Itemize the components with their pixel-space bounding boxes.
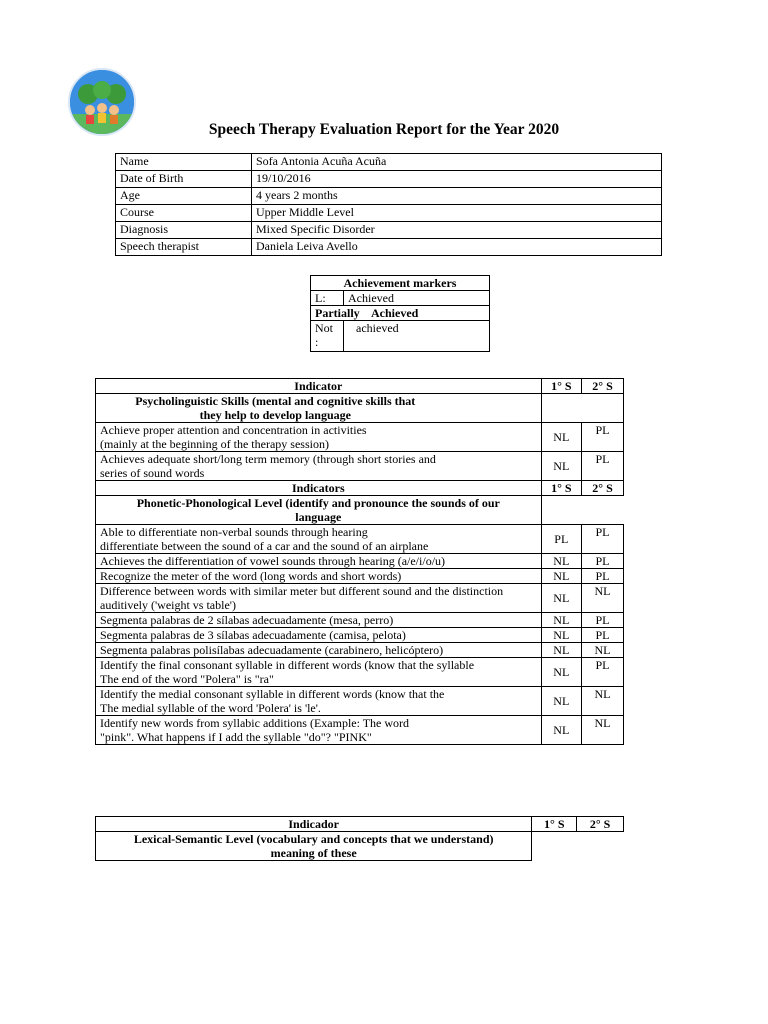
info-row <box>116 222 662 239</box>
indicator-text: Segmenta palabras de 2 sílabas adecuadamente (mesa, perro) <box>96 613 542 628</box>
indicator-row <box>96 628 624 643</box>
info-key: Diagnosis <box>116 222 252 239</box>
indicator-table <box>95 378 624 745</box>
indicator-text: Segmenta palabras polisílabas adecuadamente (carabinero, helicóptero) <box>96 643 542 658</box>
indicator-row <box>96 613 624 628</box>
indicator-text: Achieve proper attention and concentration in activities (mainly at the beginning of the therapy session) <box>96 423 542 452</box>
score-s1: NL <box>541 613 581 628</box>
header-indicator: Indicator <box>96 379 542 394</box>
marker-value-not-achieved: achieved <box>344 321 490 352</box>
section-blank <box>541 394 623 423</box>
info-row <box>116 171 662 188</box>
section-blank <box>541 496 623 525</box>
indicator-row <box>96 643 624 658</box>
score-s1: NL <box>541 569 581 584</box>
score-s1: NL <box>541 554 581 569</box>
header-indicador: Indicador <box>96 817 532 832</box>
indicator-row <box>96 423 624 452</box>
score-s2: PL <box>582 613 624 628</box>
indicator-text: Segmenta palabras de 3 sílabas adecuadamente (camisa, pelota) <box>96 628 542 643</box>
marker-key-l: L: <box>311 291 344 306</box>
section-lexical-semantic: Lexical-Semantic Level (vocabulary and concepts that we understand) meaning of these <box>96 832 532 861</box>
info-key: Date of Birth <box>116 171 252 188</box>
header-s2: 2° S <box>582 379 624 394</box>
score-s2: PL <box>582 554 624 569</box>
indicator-text: Achieves adequate short/long term memory (through short stories and series of sound words <box>96 452 542 481</box>
score-s2: NL <box>582 716 624 745</box>
section-psycholinguistic: Psycholinguistic Skills (mental and cognitive skills that they help to develop language <box>96 394 542 423</box>
score-s2: PL <box>582 658 624 687</box>
score-s1: NL <box>541 643 581 658</box>
indicators-header-row <box>96 481 624 496</box>
header-s1: 1° S <box>541 379 581 394</box>
info-key: Speech therapist <box>116 239 252 256</box>
marker-value-achieved: Achieved <box>344 291 490 306</box>
indicator-text: Difference between words with similar meter but different sound and the distinction auditively ('weight vs table') <box>96 584 542 613</box>
indicator-text: Achieves the differentiation of vowel sounds through hearing (a/e/i/o/u) <box>96 554 542 569</box>
info-value: 19/10/2016 <box>252 171 662 188</box>
score-s2: NL <box>582 687 624 716</box>
info-key: Name <box>116 154 252 171</box>
header2-s1: 1° S <box>541 481 581 496</box>
score-s2: PL <box>582 423 624 452</box>
indicator-row <box>96 658 624 687</box>
info-value: Mixed Specific Disorder <box>252 222 662 239</box>
info-value: Sofa Antonia Acuña Acuña <box>252 154 662 171</box>
info-row <box>116 239 662 256</box>
indicator-row <box>96 452 624 481</box>
indicator-row <box>96 554 624 569</box>
score-s1: NL <box>541 452 581 481</box>
page-title: Speech Therapy Evaluation Report for the Year 2020 <box>208 121 560 138</box>
indicator-row <box>96 525 624 554</box>
info-row <box>116 188 662 205</box>
score-s2: NL <box>582 584 624 613</box>
indicator-row <box>96 584 624 613</box>
student-info-table <box>115 153 662 256</box>
info-row <box>116 205 662 222</box>
score-s2: PL <box>582 525 624 554</box>
indicator-text: Recognize the meter of the word (long words and short words) <box>96 569 542 584</box>
score-s1: NL <box>541 687 581 716</box>
score-s2: NL <box>582 643 624 658</box>
indicator-row <box>96 716 624 745</box>
indicator-text: Identify the final consonant syllable in different words (know that the syllable The end of the word "Polera" is "ra" <box>96 658 542 687</box>
info-key: Age <box>116 188 252 205</box>
score-s2: PL <box>582 628 624 643</box>
score-s1: NL <box>541 658 581 687</box>
header2-s1: 1° S <box>532 817 577 832</box>
score-s1: NL <box>541 716 581 745</box>
score-s2: PL <box>582 452 624 481</box>
header2-s2: 2° S <box>577 817 624 832</box>
info-row <box>116 154 662 171</box>
indicator-row <box>96 569 624 584</box>
info-value: Daniela Leiva Avello <box>252 239 662 256</box>
score-s1: NL <box>541 584 581 613</box>
indicator-text: Identify new words from syllabic additions (Example: The word "pink". What happens if I add the syllable "do"? "PINK" <box>96 716 542 745</box>
info-value: 4 years 2 months <box>252 188 662 205</box>
section-row <box>96 496 624 525</box>
info-key: Course <box>116 205 252 222</box>
marker-key-not: Not : <box>311 321 344 352</box>
achievement-markers-table <box>310 275 490 352</box>
score-s1: PL <box>541 525 581 554</box>
header2-s2: 2° S <box>582 481 624 496</box>
score-s1: NL <box>541 628 581 643</box>
indicator-text: Able to differentiate non-verbal sounds through hearing differentiate between the sound of a car and the sound of an airplane <box>96 525 542 554</box>
indicator-text: Identify the medial consonant syllable in different words (know that the The medial syllable of the word 'Polera' is 'le'. <box>96 687 542 716</box>
indicator-row <box>96 687 624 716</box>
lexical-semantic-table <box>95 816 624 861</box>
score-s2: PL <box>582 569 624 584</box>
info-value: Upper Middle Level <box>252 205 662 222</box>
score-s1: NL <box>541 423 581 452</box>
header2-indicators: Indicators <box>96 481 542 496</box>
markers-header: Achievement markers <box>311 276 490 291</box>
marker-partially: Partially Achieved <box>311 306 490 321</box>
section-phonetic-phonological: Phonetic-Phonological Level (identify and pronounce the sounds of our language <box>96 496 542 525</box>
